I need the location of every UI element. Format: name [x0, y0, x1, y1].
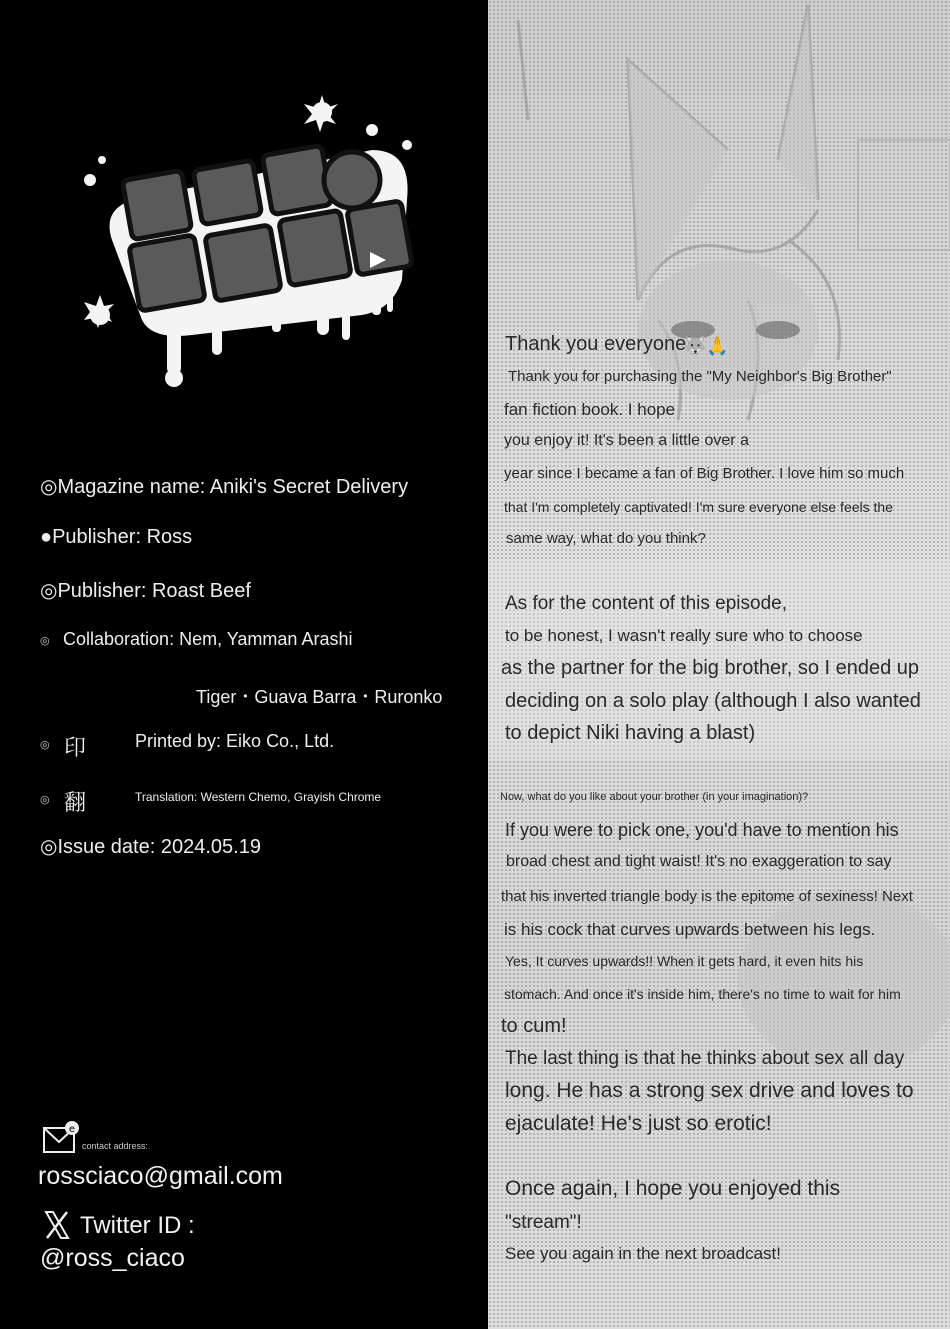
afterword-line: fan fiction book. I hope — [504, 400, 676, 419]
afterword-line: The last thing is that he thinks about sex all day — [505, 1048, 905, 1069]
x-logo-icon — [44, 1210, 70, 1240]
afterword-line: long. He has a strong sex drive and loves to — [505, 1079, 914, 1102]
translation-bullet: ◎ — [40, 794, 50, 806]
collaboration-2: Tiger・Guava Barra・Ruronko — [196, 687, 443, 707]
collaboration: Collaboration: Nem, Yamman Arashi — [63, 629, 353, 649]
afterword-line: ejaculate! He's just so erotic! — [505, 1112, 772, 1135]
svg-text:アニキの秘密配信: アニキの秘密配信 — [243, 395, 251, 396]
afterword-line: Now, what do you like about your brother (in your imagination)? — [500, 791, 809, 803]
print-mark: 印 — [64, 736, 87, 761]
afterword-line: same way, what do you think? — [506, 530, 706, 547]
translation: Translation: Western Chemo, Grayish Chrome — [135, 790, 382, 804]
afterword-line: Yes, It curves upwards!! When it gets hard, it even hits his — [505, 953, 864, 969]
issue-date: ◎Issue date: 2024.05.19 — [40, 836, 261, 858]
afterword-line: year since I became a fan of Big Brother. I love him so much — [504, 465, 905, 482]
afterword-line: See you again in the next broadcast! — [505, 1244, 781, 1263]
afterword-line: If you were to pick one, you'd have to mention his — [505, 820, 899, 840]
afterword-line: deciding on a solo play (although I also wanted — [505, 690, 921, 712]
title-logo — [72, 90, 422, 400]
publisher-1: ●Publisher: Ross — [40, 526, 193, 548]
afterword-line: Thank you everyone! — [505, 333, 692, 355]
wolf-emoji-icon: 🐺🙏 — [684, 336, 729, 356]
afterword-line: Once again, I hope you enjoyed this — [505, 1177, 841, 1200]
afterword-line: that his inverted triangle body is the epitome of sexiness! Next — [501, 888, 913, 905]
afterword-line: broad chest and tight waist! It's no exaggeration to say — [506, 853, 892, 870]
translation-mark: 翻 — [64, 791, 87, 816]
afterword-panel — [488, 0, 950, 1329]
afterword-line: to depict Niki having a blast) — [505, 722, 756, 744]
afterword-line: is his cock that curves upwards between his legs. — [504, 920, 876, 939]
afterword-line: to be honest, I wasn't really sure who to choose — [505, 626, 863, 645]
collab-bullet: ◎ — [40, 635, 50, 647]
contact-label: contact address: — [82, 1141, 149, 1151]
afterword-line: that I'm completely captivated! I'm sure everyone else feels the — [504, 499, 893, 515]
afterword-line: to cum! — [501, 1015, 567, 1037]
print-bullet: ◎ — [40, 739, 50, 751]
twitter-handle[interactable]: @ross_ciaco — [40, 1244, 185, 1272]
afterword-line: "stream"! — [505, 1212, 582, 1233]
magazine-name: ◎Magazine name: Aniki's Secret Delivery — [40, 476, 409, 498]
printed-by: Printed by: Eiko Co., Ltd. — [135, 731, 335, 751]
afterword-line: you enjoy it! It's been a little over a — [504, 432, 749, 449]
publisher-2: ◎Publisher: Roast Beef — [40, 580, 251, 602]
afterword-line: As for the content of this episode, — [505, 593, 788, 614]
mail-icon — [42, 1120, 82, 1156]
afterword-line: Thank you for purchasing the "My Neighbor's Big Brother" — [508, 368, 892, 385]
email-link[interactable]: rossciaco@gmail.com — [38, 1162, 283, 1190]
twitter-label: Twitter ID : — [80, 1212, 195, 1239]
svg-text:e: e — [68, 1124, 76, 1135]
afterword-line: stomach. And once it's inside him, there's no time to wait for him — [504, 986, 901, 1002]
afterword-line: as the partner for the big brother, so I ended up — [501, 657, 920, 679]
